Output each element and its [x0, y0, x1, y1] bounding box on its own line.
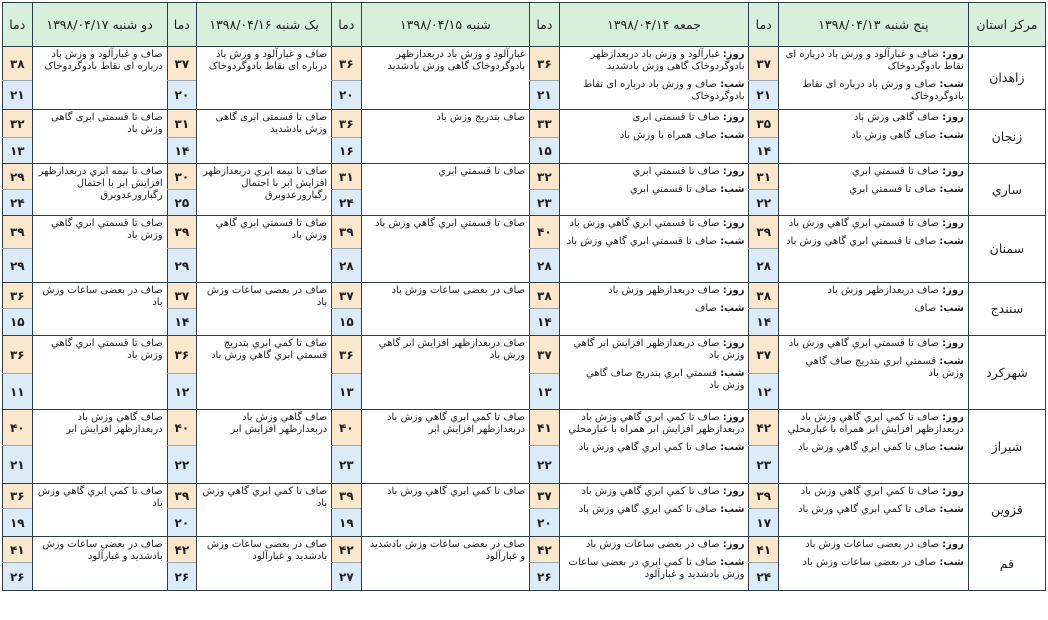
forecast-desc-day-5: صاف تا کمي ابري گاهي وزش باد [32, 484, 167, 537]
temp-max: ۴۰ [167, 410, 196, 446]
temp-max: ۳۶ [332, 110, 361, 138]
header-day-1: پنج شنبه ۱۳۹۸/۰۴/۱۳ [778, 3, 968, 47]
temp-max: ۳۷ [749, 336, 778, 374]
night-label: شب: [939, 303, 964, 314]
forecast-desc-day-3: صاف تا کمي ابري گاهي وزش باد [361, 484, 530, 537]
day-text: صاف دربعدازظهر وزش باد [827, 285, 939, 296]
table-row [3, 283, 1046, 309]
temp-min: ۲۱ [530, 81, 559, 110]
temp-min: ۲۳ [332, 446, 361, 484]
temp-min: ۲۴ [332, 190, 361, 216]
temp-max: ۳۶ [167, 336, 196, 374]
temp-max: ۴۲ [332, 537, 361, 563]
temp-min: ۲۶ [167, 563, 196, 591]
night-text: صاف تا کمي ابري گاهي وزش باد [798, 504, 937, 515]
day-forecast [564, 539, 745, 551]
city-name: شيراز [968, 410, 1045, 484]
night-forecast [564, 368, 745, 392]
temp-max: ۳۷ [749, 47, 778, 81]
city-name: زنجان [968, 110, 1045, 164]
temp-min: ۲۲ [530, 446, 559, 484]
day-label: روز: [722, 112, 745, 123]
night-label: شب: [939, 356, 964, 367]
temp-min: ۱۴ [749, 309, 778, 336]
day-text: صاف و غبارآلود و وزش باد درباره ای نقاط بادوگردوخاک [785, 49, 964, 72]
night-text: قسمتي ابري بتدریج صاف گاهي وزش باد [585, 368, 745, 391]
day-label: روز: [942, 539, 964, 550]
day-label: روز: [942, 412, 964, 423]
night-text: صاف تا کمي ابري گاهي وزش باد [578, 442, 717, 453]
forecast-desc-day-1 [778, 164, 968, 216]
temp-min: ۲۹ [3, 249, 33, 283]
temp-max: ۴۲ [530, 537, 559, 563]
header-temp: دما [3, 3, 33, 47]
forecast-table [2, 2, 1046, 597]
temp-min: ۱۶ [332, 138, 361, 164]
forecast-desc-day-4: صاف گاهي وزش باد دربعدازظهر افزایش ابر [197, 410, 332, 484]
temp-max: ۳۹ [3, 216, 33, 249]
temp-max: ۳۷ [530, 336, 559, 374]
temp-min: ۱۳ [3, 138, 33, 164]
temp-min: ۲۸ [749, 249, 778, 283]
night-text: صاف تا قسمتي ابري گاهي وزش باد [786, 236, 937, 247]
table-row [3, 410, 1046, 446]
day-forecast [783, 412, 964, 436]
temp-max: ۳۸ [3, 47, 33, 81]
temp-max: ۳۲ [3, 110, 33, 138]
day-forecast [564, 49, 745, 73]
day-forecast [783, 49, 964, 73]
table-row [3, 164, 1046, 190]
night-forecast [564, 303, 745, 315]
forecast-desc-day-1 [778, 47, 968, 110]
night-forecast [564, 236, 745, 248]
temp-min: ۲۸ [332, 249, 361, 283]
header-day-5: دو شنبه ۱۳۹۸/۰۴/۱۷ [32, 3, 167, 47]
night-label: شب: [720, 79, 745, 90]
temp-max: ۲۹ [3, 164, 33, 190]
temp-min: ۲۶ [530, 563, 559, 591]
temp-min: ۱۴ [530, 309, 559, 336]
table-bottom [3, 591, 1046, 598]
day-text: صاف تا قسمتی ابری [632, 112, 720, 123]
day-label: روز: [942, 486, 964, 497]
day-forecast [783, 218, 964, 230]
temp-min: ۱۱ [3, 374, 33, 410]
night-forecast [783, 184, 964, 196]
temp-max: ۳۹ [749, 484, 778, 509]
temp-max: ۳۹ [332, 484, 361, 509]
header-temp: دما [167, 3, 196, 47]
forecast-desc-day-3: صاف در بعضی ساعات وزش باد [361, 283, 530, 336]
forecast-desc-day-4: صاف تا قسمتي ابري گاهي وزش باد [197, 216, 332, 283]
forecast-body [3, 47, 1046, 598]
night-text: صاف تا کمي ابري در بعضی ساعات وزش بادشدید و غبارآلود [568, 557, 745, 580]
temp-min: ۲۴ [749, 563, 778, 591]
forecast-desc-day-2 [559, 283, 749, 336]
forecast-desc-day-1 [778, 410, 968, 484]
forecast-desc-day-2 [559, 164, 749, 216]
forecast-desc-day-4: صاف در بعضی ساعات وزش باد [197, 283, 332, 336]
table-row [3, 484, 1046, 509]
night-label: شب: [720, 368, 745, 379]
forecast-desc-day-5: صاف در بعضی ساعات وزش باد [32, 283, 167, 336]
temp-min: ۲۱ [3, 446, 33, 484]
temp-max: ۳۲ [530, 164, 559, 190]
forecast-desc-day-4: صاف و غبارآلود و وزش باد درباره ای نقاط بادوگردوخاک [197, 47, 332, 110]
night-text: قسمتي ابري بتدریج صاف گاهي وزش باد [805, 356, 964, 379]
temp-min: ۱۲ [749, 374, 778, 410]
day-forecast [564, 285, 745, 297]
city-name: قم [968, 537, 1045, 591]
temp-max: ۳۶ [332, 47, 361, 81]
temp-min: ۲۲ [749, 190, 778, 216]
day-text: غبارآلود و وزش باد دربعدازظهر بادوگردوخاک گاهی وزش بادشدید [590, 49, 745, 72]
header-temp: دما [530, 3, 559, 47]
night-text: صاف تا کمي ابري گاهي وزش باد [798, 442, 937, 453]
forecast-desc-day-3: صاف تا قسمتي ابري [361, 164, 530, 216]
day-label: روز: [722, 218, 745, 229]
night-label: شب: [939, 442, 964, 453]
night-text: صاف تا قسمتي ابري گاهي وزش باد [566, 236, 717, 247]
night-forecast [564, 184, 745, 196]
night-label: شب: [720, 130, 745, 141]
city-name: زاهدان [968, 47, 1045, 110]
table-row [3, 216, 1046, 249]
day-forecast [564, 112, 745, 124]
forecast-desc-day-3: صاف در بعضی ساعات وزش بادشدید و غبارآلود [361, 537, 530, 591]
night-label: شب: [939, 79, 964, 90]
temp-max: ۴۰ [530, 216, 559, 249]
day-text: صاف تا کمي ابري گاهي وزش باد [800, 486, 939, 497]
temp-min: ۱۳ [530, 374, 559, 410]
night-label: شب: [939, 557, 964, 568]
night-label: شب: [720, 504, 745, 515]
day-label: روز: [942, 218, 964, 229]
day-text: صاف در بعضی ساعات وزش باد [585, 539, 720, 550]
day-label: روز: [722, 285, 745, 296]
temp-max: ۳۶ [332, 336, 361, 374]
temp-min: ۱۴ [749, 138, 778, 164]
bottom-spacer [3, 591, 1046, 598]
temp-max: ۴۲ [167, 537, 196, 563]
temp-min: ۱۹ [3, 509, 33, 537]
night-text: صاف و وزش باد درباره ای نقاط بادوگردوخاک [582, 79, 745, 102]
temp-max: ۴۰ [3, 410, 33, 446]
temp-min: ۲۹ [167, 249, 196, 283]
night-text: صاف [694, 303, 717, 314]
night-forecast [564, 557, 745, 581]
temp-min: ۲۰ [332, 81, 361, 110]
temp-max: ۴۰ [332, 410, 361, 446]
temp-max: ۳۳ [530, 110, 559, 138]
day-text: صاف تا قسمتي ابري [851, 166, 939, 177]
temp-min: ۱۴ [167, 138, 196, 164]
temp-min: ۲۲ [167, 446, 196, 484]
header-center: مرکز استان [968, 3, 1045, 47]
day-label: روز: [722, 412, 745, 423]
day-forecast [783, 539, 964, 551]
forecast-desc-day-5: صاف تا نیمه ابري دربعدازظهر افزایش ابر با احتمال رگبارورعدوبرق [32, 164, 167, 216]
forecast-desc-day-2 [559, 216, 749, 283]
forecast-desc-day-3: صاف تا کمي ابري گاهي وزش باد دربعدازظهر افزایش ابر [361, 410, 530, 484]
day-label: روز: [942, 338, 964, 349]
temp-max: ۳۸ [749, 283, 778, 309]
day-label: روز: [942, 112, 964, 123]
day-forecast [783, 166, 964, 178]
temp-min: ۱۵ [332, 309, 361, 336]
city-name: قزوين [968, 484, 1045, 537]
night-label: شب: [720, 184, 745, 195]
night-forecast [564, 130, 745, 142]
temp-max: ۳۹ [749, 216, 778, 249]
temp-max: ۳۹ [167, 216, 196, 249]
night-label: شب: [720, 303, 745, 314]
night-text: صاف گاهی وزش باد [851, 130, 937, 141]
forecast-desc-day-3: صاف بتدریج وزش باد [361, 110, 530, 164]
forecast-desc-day-5: صاف و غبارآلود و وزش باد درباره ای نقاط بادوگردوخاک [32, 47, 167, 110]
temp-min: ۱۷ [749, 509, 778, 537]
day-text: صاف تا کمي ابري گاهي وزش باد دربعدازظهر افزایش ابر همراه با غبارمحلي [568, 412, 745, 435]
forecast-desc-day-2 [559, 110, 749, 164]
forecast-desc-day-5: صاف در بعضی ساعات وزش بادشدید و غبارآلود [32, 537, 167, 591]
forecast-desc-day-5: صاف تا قسمتي ابري گاهي وزش باد [32, 216, 167, 283]
night-forecast [564, 504, 745, 516]
temp-min: ۲۶ [3, 563, 33, 591]
temp-min: ۱۵ [530, 138, 559, 164]
temp-max: ۳۵ [749, 110, 778, 138]
night-text: صاف [914, 303, 937, 314]
day-text: صاف دربعدازظهر افزایش ابر گاهي وزش باد [573, 338, 745, 361]
header-temp: دما [749, 3, 778, 47]
day-text: صاف تا قسمتي ابري گاهي وزش باد [569, 218, 720, 229]
temp-max: ۳۶ [530, 47, 559, 81]
temp-max: ۳۹ [332, 216, 361, 249]
temp-min: ۱۵ [3, 309, 33, 336]
night-forecast [783, 79, 964, 103]
temp-min: ۲۷ [332, 563, 361, 591]
day-label: روز: [942, 166, 964, 177]
temp-min: ۱۳ [332, 374, 361, 410]
night-forecast [783, 442, 964, 454]
forecast-desc-day-5: صاف تا قسمتي ابري گاهي وزش باد [32, 336, 167, 410]
city-name: سمنان [968, 216, 1045, 283]
night-forecast [783, 236, 964, 248]
night-label: شب: [939, 184, 964, 195]
night-forecast [783, 557, 964, 569]
day-text: صاف دربعدازظهر وزش باد [608, 285, 720, 296]
day-forecast [564, 218, 745, 230]
forecast-desc-day-1 [778, 283, 968, 336]
temp-max: ۳۸ [530, 283, 559, 309]
temp-max: ۳۱ [749, 164, 778, 190]
day-forecast [783, 112, 964, 124]
temp-min: ۱۴ [167, 309, 196, 336]
forecast-desc-day-1 [778, 537, 968, 591]
table-row [3, 47, 1046, 81]
night-text: صاف تا قسمتي ابري [629, 184, 717, 195]
night-forecast [564, 79, 745, 103]
night-text: صاف همراه با وزش باد [619, 130, 717, 141]
night-text: صاف تا قسمتي ابري [849, 184, 937, 195]
temp-max: ۳۷ [167, 47, 196, 81]
day-label: روز: [722, 338, 745, 349]
temp-min: ۲۱ [3, 81, 33, 110]
night-forecast [783, 504, 964, 516]
day-label: روز: [942, 285, 964, 296]
forecast-desc-day-1 [778, 216, 968, 283]
temp-min: ۱۹ [332, 509, 361, 537]
night-label: شب: [720, 442, 745, 453]
header-row [3, 3, 1046, 47]
day-forecast [564, 338, 745, 362]
forecast-desc-day-5: صاف گاهي وزش باد دربعدازظهر افزایش ابر [32, 410, 167, 484]
temp-max: ۳۹ [167, 484, 196, 509]
night-forecast [783, 356, 964, 380]
city-name: ساري [968, 164, 1045, 216]
temp-min: ۲۳ [749, 446, 778, 484]
day-text: صاف تا قسمتي ابري [632, 166, 720, 177]
night-forecast [783, 303, 964, 315]
day-forecast [783, 338, 964, 350]
forecast-desc-day-4: صاف در بعضی ساعات وزش بادشدید و غبارآلود [197, 537, 332, 591]
temp-max: ۳۶ [3, 336, 33, 374]
temp-max: ۳۶ [3, 484, 33, 509]
day-text: صاف تا قسمتي ابري گاهي وزش باد [788, 338, 939, 349]
temp-max: ۴۱ [3, 537, 33, 563]
temp-max: ۳۷ [332, 283, 361, 309]
forecast-desc-day-2 [559, 410, 749, 484]
header-day-2: جمعه ۱۳۹۸/۰۴/۱۴ [559, 3, 749, 47]
city-name: شهرکرد [968, 336, 1045, 410]
header-day-3: شنبه ۱۳۹۸/۰۴/۱۵ [361, 3, 530, 47]
night-text: صاف تا کمي ابري گاهي وزش باد [578, 504, 717, 515]
forecast-desc-day-2 [559, 336, 749, 410]
night-label: شب: [939, 236, 964, 247]
day-label: روز: [942, 49, 964, 60]
header-day-4: یک شنبه ۱۳۹۸/۰۴/۱۶ [197, 3, 332, 47]
header-temp: دما [332, 3, 361, 47]
day-forecast [783, 486, 964, 498]
temp-min: ۲۰ [167, 509, 196, 537]
temp-max: ۳۷ [167, 283, 196, 309]
temp-min: ۲۳ [530, 190, 559, 216]
temp-max: ۴۲ [749, 410, 778, 446]
night-label: شب: [939, 504, 964, 515]
forecast-desc-day-2 [559, 484, 749, 537]
temp-min: ۲۱ [749, 81, 778, 110]
night-label: شب: [720, 557, 745, 568]
day-label: روز: [722, 486, 745, 497]
temp-max: ۳۷ [530, 484, 559, 509]
forecast-desc-day-4: صاف تا کمي ابري گاهي وزش باد [197, 484, 332, 537]
day-text: صاف تا کمي ابري گاهي وزش باد [581, 486, 720, 497]
day-text: صاف گاهی وزش باد [853, 112, 939, 123]
day-text: صاف تا قسمتي ابري گاهي وزش باد [788, 218, 939, 229]
day-label: روز: [722, 166, 745, 177]
day-label: روز: [722, 49, 745, 60]
night-label: شب: [720, 236, 745, 247]
temp-min: ۲۰ [530, 509, 559, 537]
temp-min: ۲۴ [3, 190, 33, 216]
night-forecast [564, 442, 745, 454]
forecast-desc-day-4: صاف تا قسمتی ابری گاهی وزش بادشدید [197, 110, 332, 164]
forecast-desc-day-2 [559, 47, 749, 110]
temp-min: ۲۰ [167, 81, 196, 110]
city-name: سنندج [968, 283, 1045, 336]
day-text: صاف تا کمي ابري گاهي وزش باد دربعدازظهر افزایش ابر همراه با غبارمحلي [787, 412, 964, 435]
night-text: صاف در بعضی ساعات وزش باد [802, 557, 937, 568]
temp-max: ۳۱ [332, 164, 361, 190]
table-row [3, 110, 1046, 138]
temp-max: ۴۱ [530, 410, 559, 446]
forecast-desc-day-2 [559, 537, 749, 591]
day-text: صاف در بعضی ساعات وزش باد [805, 539, 939, 550]
forecast-desc-day-1 [778, 110, 968, 164]
table-row [3, 537, 1046, 563]
day-forecast [564, 412, 745, 436]
night-text: صاف و وزش باد درباره ای نقاط بادوگردوخاک [802, 79, 964, 102]
forecast-desc-day-4: صاف تا کمي ابري بتدریج قسمتي ابري گاهي وزش باد [197, 336, 332, 410]
temp-min: ۲۸ [530, 249, 559, 283]
temp-min: ۱۲ [167, 374, 196, 410]
forecast-desc-day-1 [778, 336, 968, 410]
day-forecast [564, 486, 745, 498]
forecast-desc-day-5: صاف تا قسمتی ابری گاهی وزش باد [32, 110, 167, 164]
forecast-desc-day-3: غبارآلود و وزش باد دربعدازظهر بادوگردوخاک گاهی وزش بادشدید [361, 47, 530, 110]
forecast-desc-day-3: صاف دربعدازظهر افزایش ابر گاهي وزش باد [361, 336, 530, 410]
temp-max: ۳۶ [3, 283, 33, 309]
day-label: روز: [722, 539, 745, 550]
temp-min: ۲۵ [167, 190, 196, 216]
temp-max: ۴۱ [749, 537, 778, 563]
temp-max: ۳۰ [167, 164, 196, 190]
forecast-desc-day-4: صاف تا نیمه ابري دربعدازظهر افزایش ابر با احتمال رگبارورعدوبرق [197, 164, 332, 216]
forecast-desc-day-3: صاف تا قسمتي ابري گاهي وزش باد [361, 216, 530, 283]
night-forecast [783, 130, 964, 142]
table-row [3, 336, 1046, 374]
day-forecast [783, 285, 964, 297]
night-label: شب: [939, 130, 964, 141]
forecast-desc-day-1 [778, 484, 968, 537]
temp-max: ۳۱ [167, 110, 196, 138]
day-forecast [564, 166, 745, 178]
